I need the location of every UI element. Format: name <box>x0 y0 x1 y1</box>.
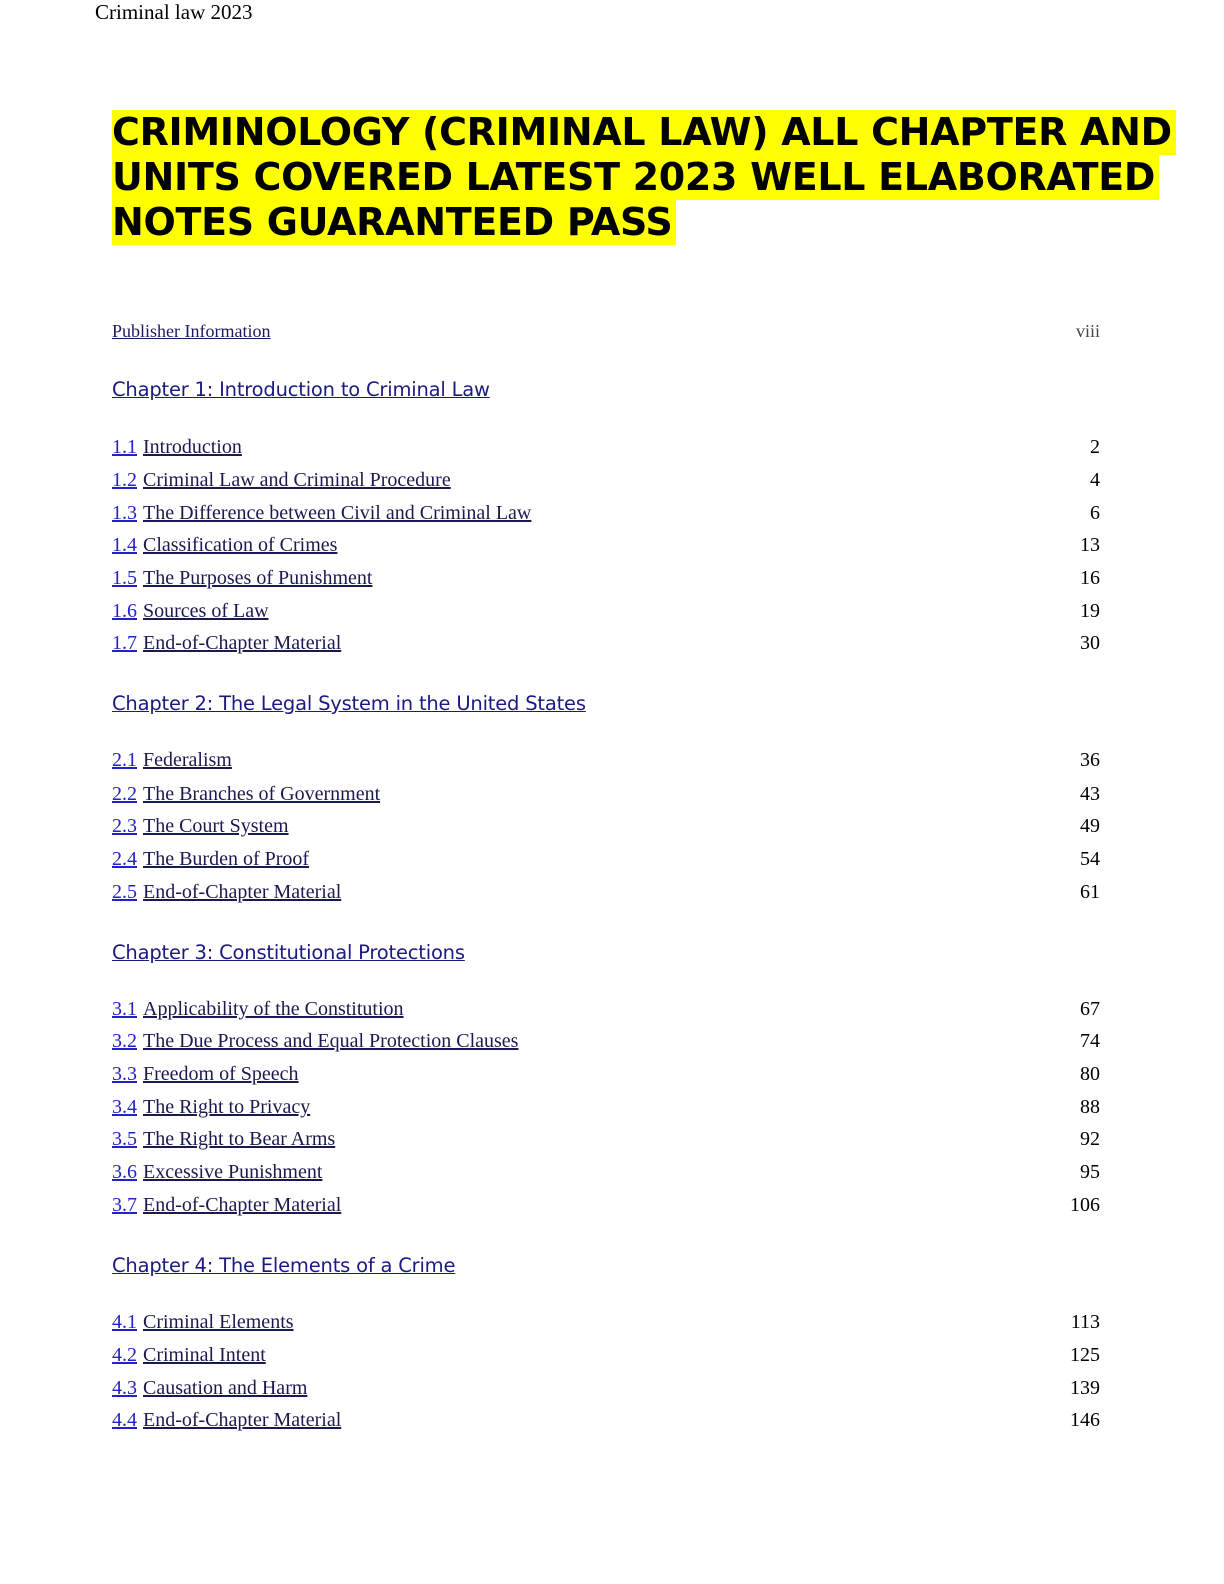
toc-page-number: 49 <box>1080 815 1100 837</box>
toc-entry-label[interactable]: The Burden of Proof <box>143 848 310 870</box>
toc-page-number: 13 <box>1080 534 1100 556</box>
toc-entry[interactable] <box>112 534 1100 557</box>
toc-page-number: viii <box>1075 321 1100 341</box>
toc-publisher-row[interactable] <box>112 321 1100 342</box>
toc-entry-label[interactable]: Classification of Crimes <box>143 534 338 556</box>
toc-entry-number[interactable]: 1.6 <box>112 600 137 622</box>
toc-entry-number[interactable]: 1.7 <box>112 632 137 654</box>
toc-page-number: 6 <box>1090 502 1100 524</box>
title-line: UNITS COVERED LATEST 2023 WELL ELABORATED <box>112 155 1159 200</box>
toc-page-number: 2 <box>1090 436 1100 458</box>
toc-page-number: 106 <box>1070 1194 1100 1216</box>
toc-publisher-link[interactable]: Publisher Information <box>112 321 271 341</box>
toc-entry-number[interactable]: 4.4 <box>112 1409 137 1431</box>
toc-entry-label[interactable]: End-of-Chapter Material <box>143 632 342 654</box>
toc-entry[interactable] <box>112 783 1100 806</box>
toc-entry[interactable] <box>112 881 1100 904</box>
toc-entry-label[interactable]: The Due Process and Equal Protection Clauses <box>143 1030 519 1052</box>
toc-entry[interactable] <box>112 1344 1100 1367</box>
toc-entry-label[interactable]: Sources of Law <box>143 600 269 622</box>
toc-page-number: 43 <box>1080 783 1100 805</box>
toc-chapter-2-heading[interactable]: Chapter 2: The Legal System in the United States <box>112 692 586 715</box>
toc-entry[interactable] <box>112 436 1100 459</box>
title-line: NOTES GUARANTEED PASS <box>112 200 676 245</box>
toc-entry-number[interactable]: 3.3 <box>112 1063 137 1085</box>
toc-entry[interactable] <box>112 1096 1100 1119</box>
toc-entry-label[interactable]: The Right to Privacy <box>143 1096 311 1118</box>
toc-entry-number[interactable]: 3.1 <box>112 998 137 1020</box>
toc-entry-number[interactable]: 1.3 <box>112 502 137 524</box>
toc-entry[interactable] <box>112 1063 1100 1086</box>
toc-entry-number[interactable]: 3.6 <box>112 1161 137 1183</box>
toc-chapter-3-heading[interactable]: Chapter 3: Constitutional Protections <box>112 941 465 964</box>
toc-page-number: 36 <box>1080 749 1100 771</box>
toc-entry[interactable] <box>112 600 1100 623</box>
toc-entry-number[interactable]: 3.7 <box>112 1194 137 1216</box>
toc-entry[interactable] <box>112 632 1100 655</box>
toc-entry-label[interactable]: Introduction <box>143 436 242 458</box>
toc-entry[interactable] <box>112 749 1100 772</box>
toc-page-number: 19 <box>1080 600 1100 622</box>
toc-page-number: 92 <box>1080 1128 1100 1150</box>
toc-entry[interactable] <box>112 1194 1100 1217</box>
toc-entry-label[interactable]: The Purposes of Punishment <box>143 567 373 589</box>
toc-entry-number[interactable]: 3.4 <box>112 1096 137 1118</box>
toc-entry-label[interactable]: The Difference between Civil and Criminal Law <box>143 502 532 524</box>
toc-entry[interactable] <box>112 815 1100 838</box>
toc-entry-label[interactable]: Federalism <box>143 749 232 771</box>
toc-entry-number[interactable]: 1.1 <box>112 436 137 458</box>
toc-page-number: 16 <box>1080 567 1100 589</box>
toc-entry[interactable] <box>112 998 1100 1021</box>
toc-entry[interactable] <box>112 1409 1100 1432</box>
toc-page-number: 80 <box>1080 1063 1100 1085</box>
toc-entry-number[interactable]: 3.5 <box>112 1128 137 1150</box>
toc-page-number: 54 <box>1080 848 1100 870</box>
toc-entry[interactable] <box>112 567 1100 590</box>
toc-entry-number[interactable]: 3.2 <box>112 1030 137 1052</box>
toc-entry[interactable] <box>112 469 1100 492</box>
toc-entry[interactable] <box>112 1161 1100 1184</box>
toc-entry-number[interactable]: 4.3 <box>112 1377 137 1399</box>
toc-entry-number[interactable]: 1.2 <box>112 469 137 491</box>
toc-page-number: 88 <box>1080 1096 1100 1118</box>
toc-page-number: 4 <box>1090 469 1100 491</box>
toc-entry[interactable] <box>112 1030 1100 1053</box>
toc-entry-number[interactable]: 1.4 <box>112 534 137 556</box>
toc-entry-label[interactable]: The Branches of Government <box>143 783 381 805</box>
toc-chapter-1-heading[interactable]: Chapter 1: Introduction to Criminal Law <box>112 378 490 401</box>
toc-entry-number[interactable]: 4.1 <box>112 1311 137 1333</box>
toc-entry-label[interactable]: Excessive Punishment <box>143 1161 323 1183</box>
toc-page-number: 146 <box>1070 1409 1100 1431</box>
toc-page-number: 113 <box>1070 1311 1100 1333</box>
toc-entry[interactable] <box>112 1128 1100 1151</box>
document-title <box>112 110 1172 245</box>
toc-page-number: 61 <box>1080 881 1100 903</box>
toc-entry[interactable] <box>112 502 1100 525</box>
toc-entry-number[interactable]: 1.5 <box>112 567 137 589</box>
toc-entry-number[interactable]: 4.2 <box>112 1344 137 1366</box>
toc-entry-label[interactable]: Criminal Intent <box>143 1344 266 1366</box>
toc-entry-number[interactable]: 2.4 <box>112 848 137 870</box>
toc-entry[interactable] <box>112 1311 1100 1334</box>
toc-entry-number[interactable]: 2.1 <box>112 749 137 771</box>
toc-entry-label[interactable]: The Court System <box>143 815 289 837</box>
toc-entry-label[interactable]: Freedom of Speech <box>143 1063 299 1085</box>
toc-entry-label[interactable]: Criminal Elements <box>143 1311 294 1333</box>
toc-page-number: 74 <box>1080 1030 1100 1052</box>
toc-entry-label[interactable]: Causation and Harm <box>143 1377 308 1399</box>
toc-entry-number[interactable]: 2.3 <box>112 815 137 837</box>
toc-page-number: 95 <box>1080 1161 1100 1183</box>
toc-entry-label[interactable]: The Right to Bear Arms <box>143 1128 336 1150</box>
toc-page-number: 125 <box>1070 1344 1100 1366</box>
toc-entry-label[interactable]: Applicability of the Constitution <box>143 998 404 1020</box>
running-header: Criminal law 2023 <box>95 0 253 24</box>
toc-chapter-4-heading[interactable]: Chapter 4: The Elements of a Crime <box>112 1254 456 1277</box>
toc-entry-label[interactable]: End-of-Chapter Material <box>143 1194 342 1216</box>
toc-page-number: 67 <box>1080 998 1100 1020</box>
toc-entry-number[interactable]: 2.5 <box>112 881 137 903</box>
toc-page-number: 30 <box>1080 632 1100 654</box>
toc-entry-number[interactable]: 2.2 <box>112 783 137 805</box>
toc-entry[interactable] <box>112 848 1100 871</box>
toc-entry[interactable] <box>112 1377 1100 1400</box>
toc-page-number: 139 <box>1070 1377 1100 1399</box>
toc-entry-label[interactable]: End-of-Chapter Material <box>143 1409 342 1431</box>
title-line: CRIMINOLOGY (CRIMINAL LAW) ALL CHAPTER AND <box>112 110 1176 155</box>
toc-entry-label[interactable]: Criminal Law and Criminal Procedure <box>143 469 451 491</box>
toc-entry-label[interactable]: End-of-Chapter Material <box>143 881 342 903</box>
